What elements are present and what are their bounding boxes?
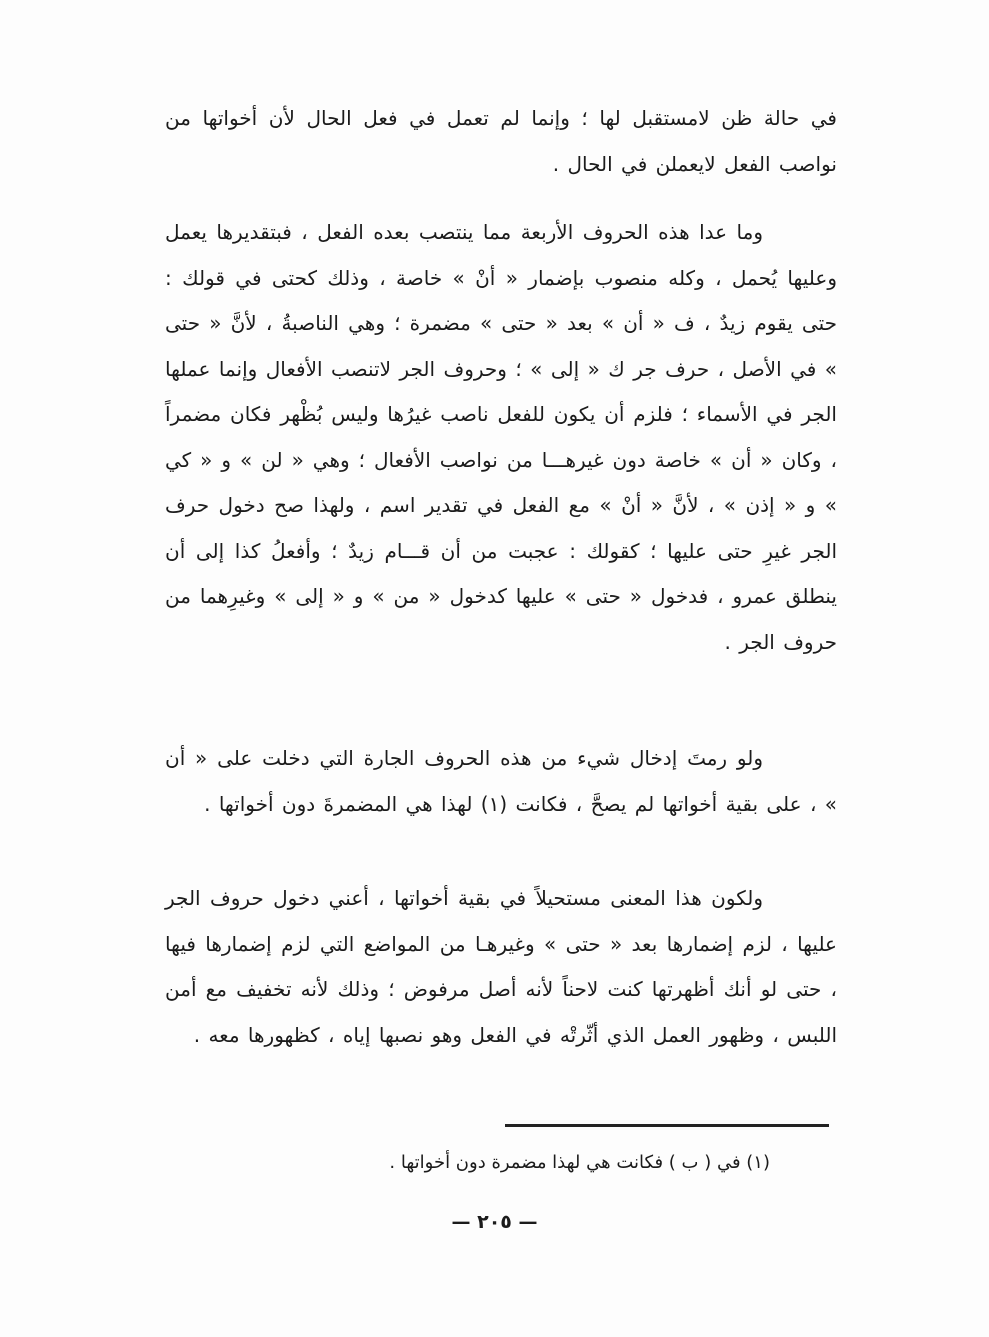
paragraph-text: وما عدا هذه الحروف الأربعة مما ينتصب بعده الفعل ، فبتقديرها يعمل وعليها يُحمل ، وكله منصوب بإضمار « أنْ » خاصة ، وذلك كحتى في قولك : حتى يقوم زيدٌ ، ف « أن » بعد « حتى » مضمرة ؛ وهي الناصبةُ ، لأنَّ « حتى » في الأصل ، حرف جر ك « إلى » ؛ وحروف الجر لاتنصب الأفعال وإنما عملها الجر في الأسماء ؛ فلزم أن يكون للفعل ناصب غيرُها وليس بُظْهر فكان مضمراً ، وكان « أن » خاصة دون غيرهـــا من نواصب الأفعال ؛ وهي « لن » و « كي » و « إذن » ، لأنَّ « أنْ » مع الفعل في تقدير اسم ، ولهذا صح دخول حرف الجر غيرِ حتى عليها ؛ كقولك : عجبت من أن قـــام زيدٌ ؛ وأفعلُ كذا إلى أن ينطلق عمرو ، فدخول « حتى » عليها كدخول « من » و « إلى » وغيرِهما من حروف الجر .: [165, 220, 837, 654]
footnote-divider: [505, 1124, 829, 1127]
paragraph-text: في حالة ظن لامستقبل لها ؛ وإنما لم تعمل في فعل الحال لأن أخواتها من نواصب الفعل لايعملن في الحال .: [165, 106, 837, 176]
footnote: (١) في ( ب ) فكانت هي لهذا مضمرة دون أخواتها .: [389, 1152, 770, 1173]
body-paragraph-3: [165, 736, 837, 827]
body-paragraph-1: [165, 96, 837, 187]
paragraph-text: ولو رمتَ إدخال شيء من هذه الحروف الجارة التي دخلت على « أن » ، على بقية أخواتها لم يصحَّ ، فكانت (١) لهذا هي المضمرةَ دون أخواتها .: [165, 746, 837, 816]
paragraph-text: ولكون هذا المعنى مستحيلاً في بقية أخواتها ، أعني دخول حروف الجر عليها ، لزم إضمارها بعد « حتى » وغيرهـا من المواضع التي لزم إضمارها فيها ، حتى لو أنك أظهرتها كنت لاحناً لأنه أصل مرفوض ؛ وذلك لأنه تخفيف مع أمن اللبس ، وظهور العمل الذي أثّرتْه في الفعل وهو نصبها إياه ، كظهورها معه .: [165, 886, 837, 1047]
body-paragraph-2: [165, 210, 837, 665]
page-number: — ٢٠٥ —: [451, 1211, 538, 1233]
body-paragraph-4: [165, 876, 837, 1058]
